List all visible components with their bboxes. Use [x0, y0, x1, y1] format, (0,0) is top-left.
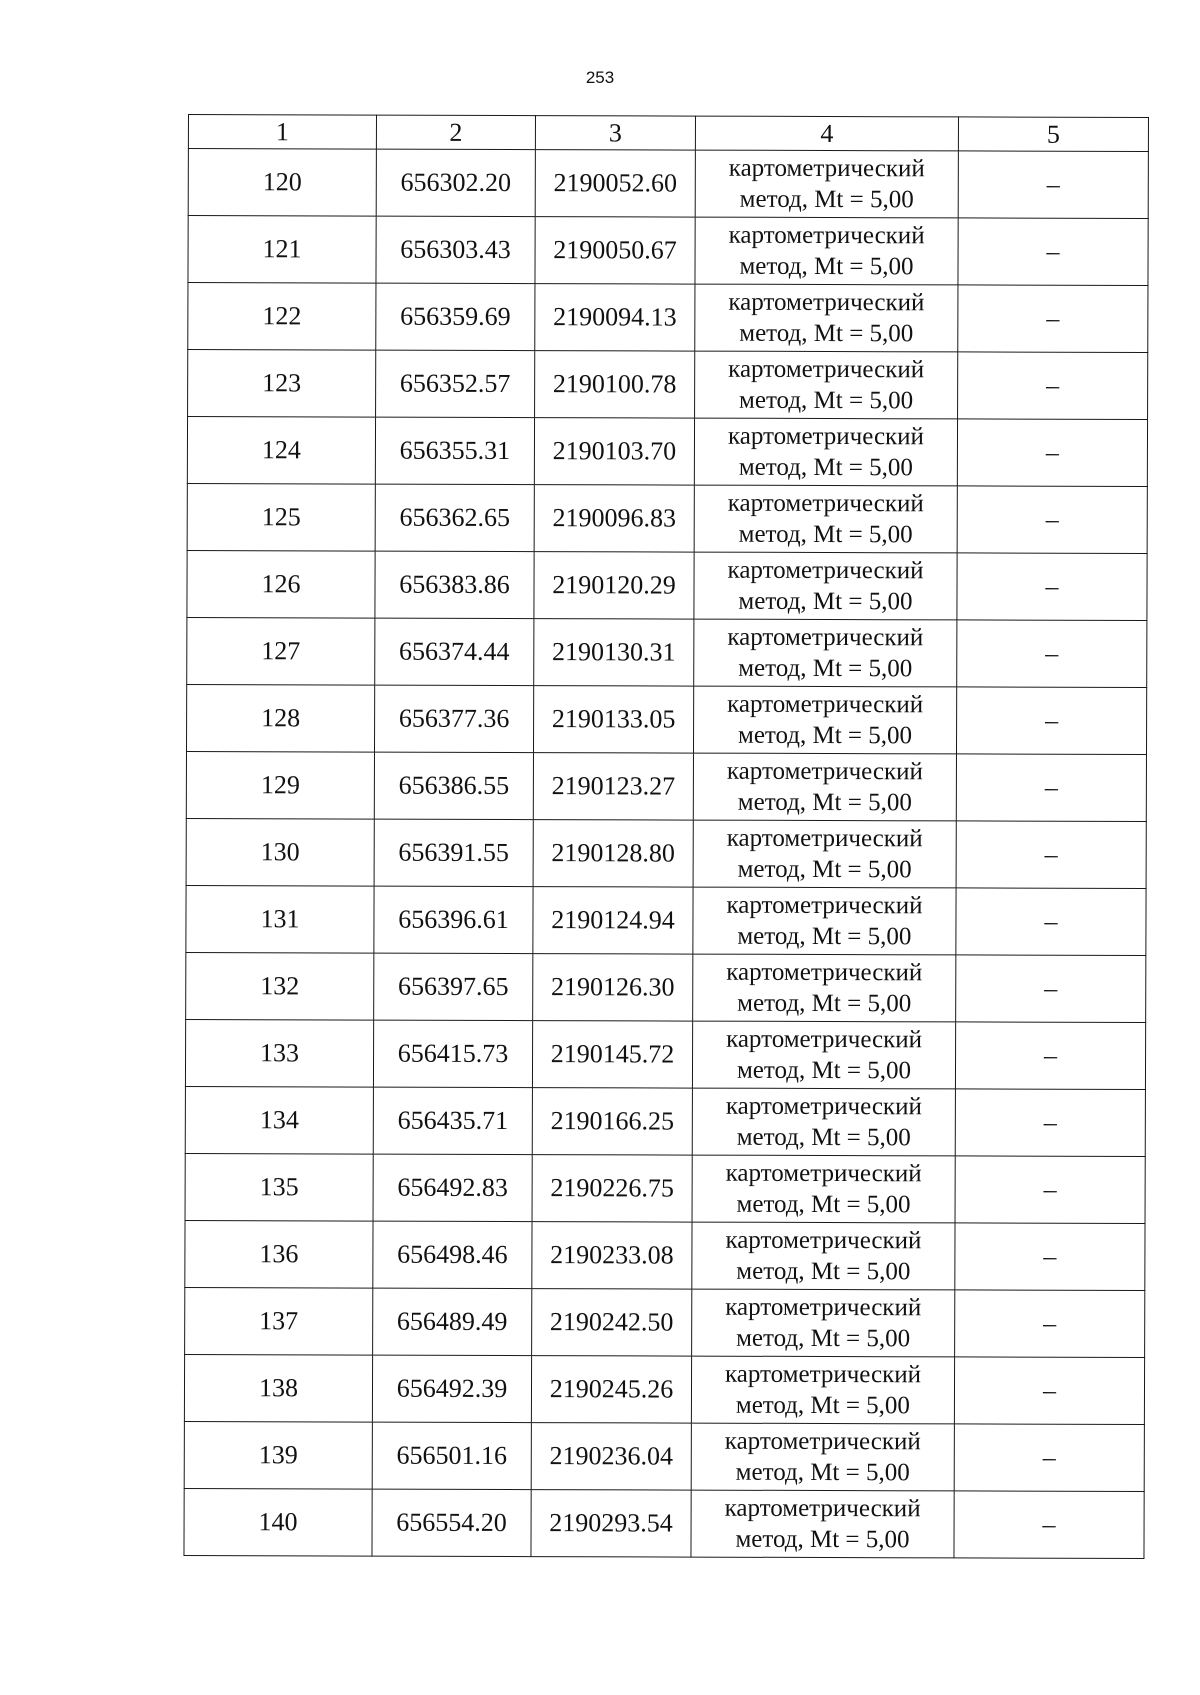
remark-cell: –: [956, 821, 1146, 889]
remark-cell: –: [955, 1290, 1145, 1358]
method-cell: [695, 217, 958, 285]
method-name: картометрический: [725, 1360, 922, 1389]
point-number-cell: 139: [184, 1421, 372, 1489]
table-row: [188, 350, 1148, 420]
method-accuracy: метод, Mt = 5,00: [735, 1525, 910, 1554]
table-row: [186, 684, 1146, 754]
method-cell: [692, 1021, 955, 1089]
page-number: 253: [585, 68, 615, 87]
method-cell: [695, 284, 958, 352]
x-coordinate-cell: 656352.57: [376, 350, 535, 417]
x-coordinate-cell: 656362.65: [375, 484, 534, 551]
y-coordinate-cell: 2190130.31: [534, 619, 694, 687]
x-coordinate-cell: 656359.69: [376, 283, 535, 350]
x-coordinate-cell: 656383.86: [375, 551, 534, 618]
method-accuracy: метод, Mt = 5,00: [736, 1257, 911, 1286]
table-row: [186, 952, 1146, 1022]
method-accuracy: метод, Mt = 5,00: [736, 1056, 912, 1085]
method-accuracy: метод, Mt = 5,00: [736, 1324, 911, 1353]
method-accuracy: метод, Mt = 5,00: [738, 520, 913, 549]
table-row: [185, 1019, 1145, 1089]
x-coordinate-cell: 656501.16: [372, 1422, 531, 1489]
point-number-cell: 126: [187, 550, 375, 618]
point-number-cell: 121: [188, 216, 376, 284]
y-coordinate-cell: 2190123.27: [533, 753, 693, 821]
method-cell: [693, 820, 956, 888]
y-coordinate-cell: 2190120.29: [534, 552, 694, 620]
method-accuracy: метод, Mt = 5,00: [739, 185, 914, 214]
y-coordinate-cell: 2190166.25: [532, 1088, 692, 1156]
method-cell: [692, 1222, 955, 1290]
x-coordinate-cell: 656498.46: [373, 1221, 532, 1288]
remark-cell: –: [954, 1424, 1144, 1492]
y-coordinate-cell: 2190293.54: [531, 1490, 691, 1558]
method-cell: [691, 1423, 954, 1491]
table-row: [187, 483, 1147, 553]
header-cell-3: 3: [535, 116, 695, 151]
method-cell: [693, 753, 956, 821]
method-cell: [691, 1356, 954, 1424]
method-cell: [692, 1289, 955, 1357]
remark-cell: –: [954, 1491, 1144, 1559]
x-coordinate-cell: 656303.43: [376, 216, 535, 283]
x-coordinate-cell: 656302.20: [376, 149, 535, 216]
remark-cell: –: [958, 285, 1148, 353]
remark-cell: –: [956, 955, 1146, 1023]
remark-cell: –: [956, 687, 1146, 755]
x-coordinate-cell: 656396.61: [374, 886, 533, 953]
y-coordinate-cell: 2190145.72: [532, 1021, 692, 1089]
method-name: картометрический: [725, 1226, 922, 1255]
header-cell-5: 5: [958, 117, 1148, 152]
method-name: картометрический: [726, 757, 923, 786]
method-accuracy: метод, Mt = 5,00: [737, 855, 912, 884]
method-name: картометрический: [727, 690, 924, 719]
y-coordinate-cell: 2190103.70: [534, 418, 694, 486]
remark-cell: –: [957, 553, 1147, 621]
method-name: картометрический: [727, 422, 925, 451]
y-coordinate-cell: 2190133.05: [533, 686, 693, 754]
x-coordinate-cell: 656554.20: [372, 1489, 531, 1556]
point-number-cell: 137: [185, 1287, 373, 1355]
point-number-cell: 136: [185, 1220, 373, 1288]
table-body: [184, 149, 1148, 1559]
point-number-cell: 123: [188, 350, 376, 418]
method-name: картометрический: [728, 221, 925, 250]
y-coordinate-cell: 2190052.60: [535, 150, 695, 218]
point-number-cell: 133: [185, 1019, 373, 1087]
point-number-cell: 122: [188, 283, 376, 351]
method-name: картометрический: [724, 1427, 921, 1456]
method-cell: [692, 1155, 955, 1223]
y-coordinate-cell: 2190126.30: [533, 954, 693, 1022]
method-cell: [693, 954, 956, 1022]
method-name: картометрический: [725, 1092, 922, 1121]
table-row: [184, 1488, 1144, 1558]
method-cell: [693, 686, 956, 754]
method-name: картометрический: [726, 958, 923, 987]
method-name: картометрический: [726, 824, 923, 853]
x-coordinate-cell: 656386.55: [374, 752, 533, 819]
remark-cell: –: [955, 1022, 1145, 1090]
point-number-cell: 140: [184, 1488, 372, 1556]
x-coordinate-cell: 656391.55: [374, 819, 533, 886]
table-row: [185, 1153, 1145, 1223]
remark-cell: –: [957, 620, 1147, 688]
x-coordinate-cell: 656492.39: [372, 1355, 531, 1422]
method-accuracy: метод, Mt = 5,00: [739, 319, 914, 348]
method-accuracy: метод, Mt = 5,00: [737, 721, 913, 750]
remark-cell: –: [954, 1357, 1144, 1425]
method-name: картометрический: [728, 154, 925, 183]
table-row: [187, 617, 1147, 687]
method-cell: [694, 552, 957, 620]
y-coordinate-cell: 2190096.83: [534, 485, 694, 553]
remark-cell: –: [957, 419, 1147, 487]
table-row: [186, 751, 1146, 821]
point-number-cell: 128: [186, 684, 374, 752]
point-number-cell: 127: [187, 617, 375, 685]
table-row: [186, 885, 1146, 955]
method-name: картометрический: [727, 556, 924, 585]
method-name: картометрический: [726, 891, 923, 920]
table-row: [188, 149, 1148, 219]
x-coordinate-cell: 656377.36: [374, 685, 533, 752]
method-cell: [694, 619, 957, 687]
point-number-cell: 138: [184, 1354, 372, 1422]
method-accuracy: метод, Mt = 5,00: [735, 1458, 910, 1487]
method-name: картометрический: [726, 1025, 923, 1054]
remark-cell: –: [955, 1223, 1145, 1291]
table-row: [184, 1354, 1144, 1424]
x-coordinate-cell: 656435.71: [373, 1087, 532, 1154]
header-cell-1: 1: [188, 115, 376, 150]
method-cell: [693, 887, 956, 955]
method-name: картометрический: [728, 355, 925, 384]
method-accuracy: метод, Mt = 5,00: [738, 654, 913, 683]
point-number-cell: 135: [185, 1153, 373, 1221]
method-name: картометрический: [724, 1494, 921, 1523]
y-coordinate-cell: 2190050.67: [535, 217, 695, 285]
header-row: [188, 115, 1148, 152]
method-accuracy: метод, Mt = 5,00: [736, 1190, 911, 1219]
x-coordinate-cell: 656355.31: [375, 417, 534, 484]
table-header: [188, 115, 1148, 152]
x-coordinate-cell: 656397.65: [374, 953, 533, 1020]
method-cell: [694, 418, 957, 486]
header-cell-2: 2: [376, 115, 535, 149]
method-accuracy: метод, Mt = 5,00: [739, 386, 914, 415]
point-number-cell: 131: [186, 885, 374, 953]
method-accuracy: метод, Mt = 5,00: [738, 587, 913, 616]
remark-cell: –: [956, 888, 1146, 956]
method-accuracy: метод, Mt = 5,00: [737, 989, 912, 1018]
table-row: [184, 1421, 1144, 1491]
method-accuracy: метод, Mt = 5,00: [736, 1123, 911, 1152]
y-coordinate-cell: 2190094.13: [535, 284, 695, 352]
method-name: картометрический: [725, 1293, 922, 1322]
x-coordinate-cell: 656492.83: [373, 1154, 532, 1221]
y-coordinate-cell: 2190128.80: [533, 820, 693, 888]
table-row: [188, 216, 1148, 286]
point-number-cell: 120: [188, 149, 376, 217]
table-row: [185, 1220, 1145, 1290]
method-accuracy: метод, Mt = 5,00: [739, 252, 914, 281]
remark-cell: –: [958, 352, 1148, 420]
method-accuracy: метод, Mt = 5,00: [737, 922, 912, 951]
method-cell: [694, 485, 957, 553]
point-number-cell: 124: [187, 417, 375, 485]
point-number-cell: 125: [187, 483, 375, 551]
method-name: картометрический: [728, 288, 925, 317]
y-coordinate-cell: 2190100.78: [535, 351, 695, 419]
method-cell: [695, 351, 958, 419]
table-row: [185, 1287, 1145, 1357]
point-number-cell: 132: [186, 952, 374, 1020]
remark-cell: –: [955, 1089, 1145, 1157]
remark-cell: –: [955, 1156, 1145, 1224]
table-row: [187, 550, 1147, 620]
x-coordinate-cell: 656489.49: [373, 1288, 532, 1355]
remark-cell: –: [957, 486, 1147, 554]
method-accuracy: метод, Mt = 5,00: [737, 788, 912, 817]
y-coordinate-cell: 2190245.26: [531, 1356, 691, 1424]
table-row: [187, 417, 1147, 487]
coordinates-table: [183, 114, 1149, 1559]
method-cell: [691, 1490, 954, 1558]
table-row: [186, 818, 1146, 888]
y-coordinate-cell: 2190236.04: [531, 1423, 691, 1491]
method-cell: [692, 1088, 955, 1156]
x-coordinate-cell: 656415.73: [373, 1020, 532, 1087]
method-name: картометрический: [727, 489, 924, 518]
point-number-cell: 129: [186, 751, 374, 819]
coordinates-table-container: [183, 114, 1148, 1559]
table-row: [185, 1086, 1145, 1156]
table-row: [188, 283, 1148, 353]
method-accuracy: метод, Mt = 5,00: [738, 453, 913, 482]
y-coordinate-cell: 2190124.94: [533, 887, 693, 955]
remark-cell: –: [958, 151, 1148, 219]
method-name: картометрический: [727, 623, 924, 652]
header-cell-4: 4: [695, 116, 958, 151]
method-name: картометрический: [725, 1159, 922, 1188]
method-accuracy: метод, Mt = 5,00: [735, 1391, 911, 1420]
y-coordinate-cell: 2190226.75: [532, 1155, 692, 1223]
remark-cell: –: [958, 218, 1148, 286]
remark-cell: –: [956, 754, 1146, 822]
y-coordinate-cell: 2190233.08: [532, 1222, 692, 1290]
point-number-cell: 134: [185, 1086, 373, 1154]
y-coordinate-cell: 2190242.50: [532, 1289, 692, 1357]
point-number-cell: 130: [186, 818, 374, 886]
x-coordinate-cell: 656374.44: [375, 618, 534, 685]
method-cell: [695, 150, 958, 218]
